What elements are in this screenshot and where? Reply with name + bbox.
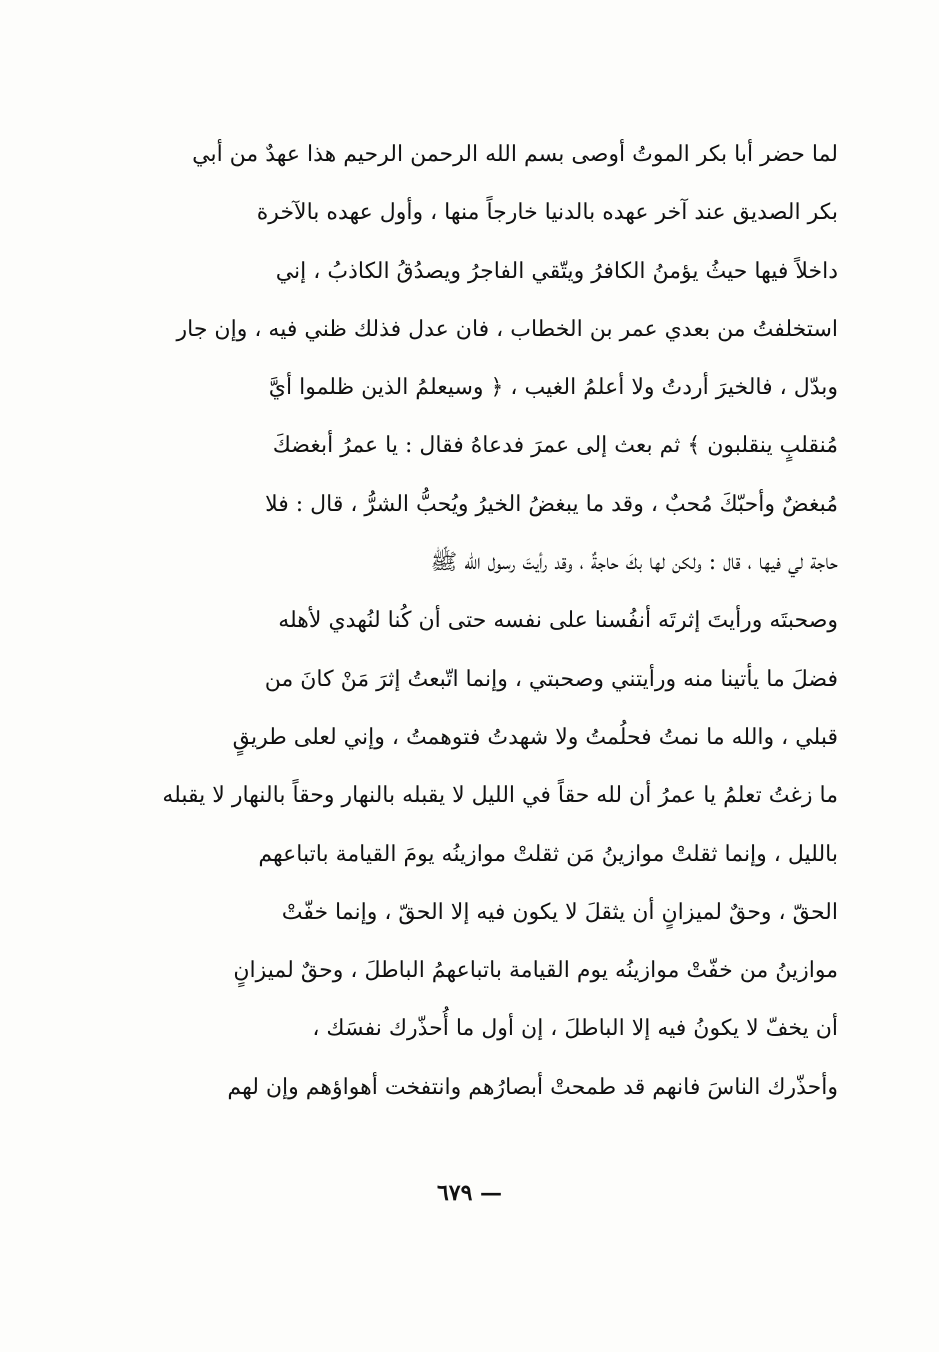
text-line: وصحبتَه ورأيتَ إثرتَه أنفُسنا على نفسه حتى أن كُنا لنُهدي لأهله <box>278 608 838 634</box>
text-line: مُبغضٌ وأحبّكَ مُحبٌ ، وقد ما يبغضُ الخيرُ ويُحبُّ الشرُّ ، قال : فلا <box>265 491 838 517</box>
text-line: بكر الصديق عند آخر عهده بالدنيا خارجاً منها ، وأول عهده بالآخرة <box>256 200 838 226</box>
text-line: مُنقلبٍ ينقلبون ﴾ ثم بعث إلى عمرَ فدعاهُ فقال : يا عمرُ أبغضكَ <box>272 433 838 459</box>
text-line: وبدّل ، فالخيرَ أردتُ ولا أعلمُ الغيب ، ﴿ وسيعلمُ الذين ظلموا أيَّ <box>268 375 838 401</box>
text-line: وأحذّرك الناسَ فانهم قد طمحتْ أبصارُهم وانتفخت أهواؤهم وإن لهم <box>227 1074 838 1100</box>
page-number: — ٦٧٩ <box>436 1180 503 1206</box>
body-text <box>118 126 838 1117</box>
text-line: الحقّ ، وحقٌ لميزانٍ أن يثقلَ لا يكون فيه إلا الحقّ ، وإنما خفّتْ <box>281 899 838 925</box>
text-line: لما حضر أبا بكر الموتُ أوصى بسم الله الرحمن الرحيم هذا عهدٌ من أبي <box>192 142 838 167</box>
text-line: بالليل ، وإنما ثقلتْ موازينُ مَن ثقلتْ موازينُه يومَ القيامة باتباعهم <box>258 841 838 867</box>
text-line: قبلي ، والله ما نمتُ فحلُمتُ ولا شهدتُ فتوهمتُ ، وإني لعلى طريقٍ <box>232 724 838 750</box>
text-line: استخلفتُ من بعدي عمر بن الخطاب ، فان عدل فذلك ظني فيه ، وإن جار <box>176 316 838 342</box>
text-line: أن يخفّ لا يكونُ فيه إلا الباطلَ ، إن أول ما أُحذّرك نفسَك ، <box>312 1016 838 1042</box>
text-line: موازينُ من خفّتْ موازينُه يوم القيامة باتباعهمُ الباطلَ ، وحقٌ لميزانٍ <box>233 958 838 984</box>
text-line: ما زغتُ تعلمُ يا عمرُ أن لله حقاً في الليل لا يقبله بالنهار وحقاً بالنهار لا يقبله <box>162 783 838 809</box>
text-line: حاجة لي فيها ، قال : ولكن لها بكَ حاجةٌ ، وقد رأيتَ رسول الله ﷺ <box>430 550 838 576</box>
text-line: داخلاً فيها حيثُ يؤمنُ الكافرُ ويتّقي الفاجرُ ويصدُقُ الكاذبُ ، إني <box>275 258 838 284</box>
text-line: فضلَ ما يأتينا منه ورأيتني وصحبتي ، وإنما اتّبعتُ إثرَ مَنْ كانَ من <box>264 666 838 692</box>
